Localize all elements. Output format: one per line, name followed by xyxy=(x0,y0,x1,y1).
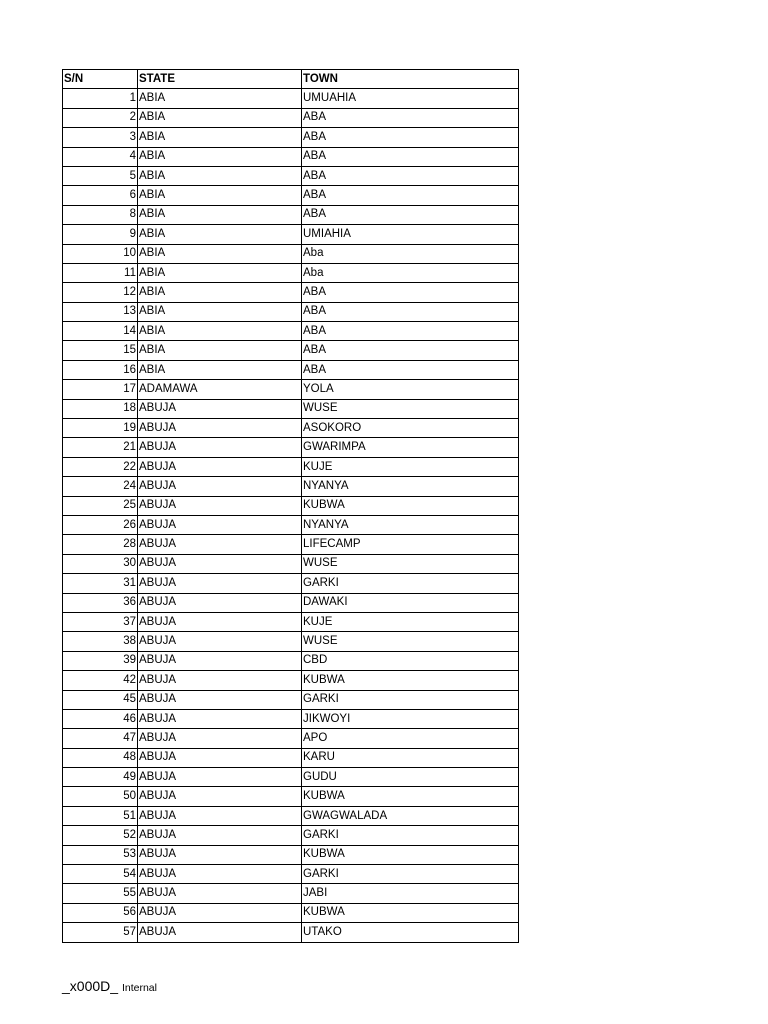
header-town: TOWN xyxy=(302,70,519,89)
cell-sn: 56 xyxy=(63,903,138,922)
table-row xyxy=(63,283,519,302)
cell-state: ABIA xyxy=(138,147,302,166)
cell-town: GARKI xyxy=(302,865,519,884)
cell-sn: 50 xyxy=(63,787,138,806)
table-row xyxy=(63,108,519,127)
cell-state: ABIA xyxy=(138,302,302,321)
cell-state: ABUJA xyxy=(138,826,302,845)
cell-state: ABUJA xyxy=(138,632,302,651)
cell-town: KUBWA xyxy=(302,903,519,922)
table-row xyxy=(63,322,519,341)
cell-sn: 31 xyxy=(63,574,138,593)
cell-sn: 53 xyxy=(63,845,138,864)
cell-sn: 46 xyxy=(63,709,138,728)
table-row xyxy=(63,651,519,670)
cell-state: ADAMAWA xyxy=(138,380,302,399)
cell-state: ABIA xyxy=(138,283,302,302)
cell-town: ABA xyxy=(302,147,519,166)
footer-code: _x000D_ xyxy=(62,978,119,994)
cell-town: KUBWA xyxy=(302,845,519,864)
cell-town: KARU xyxy=(302,748,519,767)
table-row xyxy=(63,748,519,767)
cell-sn: 13 xyxy=(63,302,138,321)
cell-sn: 3 xyxy=(63,128,138,147)
cell-town: NYANYA xyxy=(302,515,519,534)
cell-state: ABIA xyxy=(138,244,302,263)
cell-town: JABI xyxy=(302,884,519,903)
cell-sn: 19 xyxy=(63,419,138,438)
cell-sn: 25 xyxy=(63,496,138,515)
table-row xyxy=(63,709,519,728)
table-row xyxy=(63,845,519,864)
cell-town: ABA xyxy=(302,128,519,147)
cell-state: ABUJA xyxy=(138,612,302,631)
cell-state: ABUJA xyxy=(138,419,302,438)
cell-sn: 9 xyxy=(63,225,138,244)
table-row xyxy=(63,457,519,476)
page-footer xyxy=(62,978,157,994)
table-row xyxy=(63,128,519,147)
cell-state: ABUJA xyxy=(138,729,302,748)
table-row xyxy=(63,690,519,709)
cell-sn: 16 xyxy=(63,360,138,379)
cell-sn: 52 xyxy=(63,826,138,845)
table-row xyxy=(63,632,519,651)
cell-state: ABUJA xyxy=(138,748,302,767)
header-sn: S/N xyxy=(63,70,138,89)
cell-sn: 15 xyxy=(63,341,138,360)
table-row xyxy=(63,554,519,573)
cell-state: ABIA xyxy=(138,108,302,127)
cell-town: LIFECAMP xyxy=(302,535,519,554)
cell-sn: 42 xyxy=(63,671,138,690)
table-row xyxy=(63,535,519,554)
cell-state: ABUJA xyxy=(138,399,302,418)
table-row xyxy=(63,360,519,379)
cell-sn: 38 xyxy=(63,632,138,651)
cell-sn: 21 xyxy=(63,438,138,457)
cell-sn: 18 xyxy=(63,399,138,418)
cell-state: ABIA xyxy=(138,263,302,282)
locations-table xyxy=(62,69,519,943)
table-row xyxy=(63,263,519,282)
cell-town: KUJE xyxy=(302,457,519,476)
cell-sn: 5 xyxy=(63,166,138,185)
table-row xyxy=(63,884,519,903)
cell-state: ABUJA xyxy=(138,768,302,787)
cell-state: ABIA xyxy=(138,186,302,205)
cell-sn: 57 xyxy=(63,923,138,942)
cell-state: ABUJA xyxy=(138,457,302,476)
cell-town: GARKI xyxy=(302,690,519,709)
table-row xyxy=(63,380,519,399)
table-row xyxy=(63,166,519,185)
cell-town: GUDU xyxy=(302,768,519,787)
cell-sn: 47 xyxy=(63,729,138,748)
cell-sn: 51 xyxy=(63,806,138,825)
cell-state: ABUJA xyxy=(138,651,302,670)
table-row xyxy=(63,419,519,438)
cell-state: ABUJA xyxy=(138,709,302,728)
table-body xyxy=(63,89,519,942)
cell-state: ABUJA xyxy=(138,515,302,534)
cell-town: GARKI xyxy=(302,574,519,593)
table-row xyxy=(63,399,519,418)
cell-town: ABA xyxy=(302,186,519,205)
cell-sn: 49 xyxy=(63,768,138,787)
cell-state: ABUJA xyxy=(138,923,302,942)
cell-sn: 17 xyxy=(63,380,138,399)
table-row xyxy=(63,671,519,690)
table-row xyxy=(63,225,519,244)
cell-sn: 10 xyxy=(63,244,138,263)
cell-town: Aba xyxy=(302,263,519,282)
cell-town: GWARIMPA xyxy=(302,438,519,457)
cell-town: Aba xyxy=(302,244,519,263)
cell-state: ABIA xyxy=(138,89,302,108)
cell-state: ABUJA xyxy=(138,787,302,806)
cell-town: APO xyxy=(302,729,519,748)
table-row xyxy=(63,186,519,205)
cell-town: KUJE xyxy=(302,612,519,631)
cell-state: ABIA xyxy=(138,166,302,185)
cell-state: ABUJA xyxy=(138,671,302,690)
cell-town: WUSE xyxy=(302,399,519,418)
cell-town: NYANYA xyxy=(302,477,519,496)
cell-sn: 26 xyxy=(63,515,138,534)
cell-sn: 48 xyxy=(63,748,138,767)
table-row xyxy=(63,477,519,496)
table-row xyxy=(63,768,519,787)
table-row xyxy=(63,865,519,884)
cell-state: ABIA xyxy=(138,225,302,244)
cell-town: ABA xyxy=(302,205,519,224)
table-row xyxy=(63,515,519,534)
table-row xyxy=(63,574,519,593)
cell-town: WUSE xyxy=(302,632,519,651)
table-row xyxy=(63,341,519,360)
table-row xyxy=(63,787,519,806)
table-row xyxy=(63,205,519,224)
cell-state: ABUJA xyxy=(138,884,302,903)
cell-sn: 54 xyxy=(63,865,138,884)
cell-town: YOLA xyxy=(302,380,519,399)
cell-sn: 2 xyxy=(63,108,138,127)
cell-state: ABUJA xyxy=(138,438,302,457)
cell-sn: 55 xyxy=(63,884,138,903)
cell-sn: 8 xyxy=(63,205,138,224)
cell-town: ABA xyxy=(302,302,519,321)
cell-state: ABUJA xyxy=(138,535,302,554)
cell-state: ABIA xyxy=(138,341,302,360)
table-row xyxy=(63,438,519,457)
table-header-row xyxy=(63,70,519,89)
table-row xyxy=(63,806,519,825)
cell-sn: 1 xyxy=(63,89,138,108)
cell-state: ABUJA xyxy=(138,554,302,573)
table-row xyxy=(63,147,519,166)
cell-state: ABIA xyxy=(138,128,302,147)
cell-state: ABIA xyxy=(138,360,302,379)
cell-state: ABUJA xyxy=(138,845,302,864)
cell-town: DAWAKI xyxy=(302,593,519,612)
cell-town: ABA xyxy=(302,322,519,341)
cell-sn: 11 xyxy=(63,263,138,282)
cell-state: ABUJA xyxy=(138,496,302,515)
cell-sn: 14 xyxy=(63,322,138,341)
cell-town: ASOKORO xyxy=(302,419,519,438)
cell-town: KUBWA xyxy=(302,496,519,515)
cell-town: ABA xyxy=(302,108,519,127)
cell-town: KUBWA xyxy=(302,671,519,690)
cell-town: UMIAHIA xyxy=(302,225,519,244)
cell-sn: 37 xyxy=(63,612,138,631)
cell-sn: 22 xyxy=(63,457,138,476)
table-row xyxy=(63,244,519,263)
table-row xyxy=(63,903,519,922)
cell-state: ABIA xyxy=(138,322,302,341)
cell-town: ABA xyxy=(302,166,519,185)
cell-sn: 45 xyxy=(63,690,138,709)
cell-sn: 36 xyxy=(63,593,138,612)
cell-town: UMUAHIA xyxy=(302,89,519,108)
cell-sn: 12 xyxy=(63,283,138,302)
cell-state: ABIA xyxy=(138,205,302,224)
cell-town: WUSE xyxy=(302,554,519,573)
cell-state: ABUJA xyxy=(138,593,302,612)
cell-town: GWAGWALADA xyxy=(302,806,519,825)
cell-town: JIKWOYI xyxy=(302,709,519,728)
cell-state: ABUJA xyxy=(138,477,302,496)
cell-town: CBD xyxy=(302,651,519,670)
table-row xyxy=(63,302,519,321)
cell-town: UTAKO xyxy=(302,923,519,942)
table-row xyxy=(63,729,519,748)
cell-sn: 39 xyxy=(63,651,138,670)
table-row xyxy=(63,89,519,108)
cell-state: ABUJA xyxy=(138,865,302,884)
cell-town: ABA xyxy=(302,341,519,360)
cell-sn: 6 xyxy=(63,186,138,205)
cell-sn: 24 xyxy=(63,477,138,496)
cell-town: GARKI xyxy=(302,826,519,845)
cell-town: KUBWA xyxy=(302,787,519,806)
cell-state: ABUJA xyxy=(138,806,302,825)
cell-state: ABUJA xyxy=(138,690,302,709)
cell-sn: 28 xyxy=(63,535,138,554)
table-row xyxy=(63,593,519,612)
cell-town: ABA xyxy=(302,283,519,302)
table-row xyxy=(63,923,519,942)
cell-town: ABA xyxy=(302,360,519,379)
cell-state: ABUJA xyxy=(138,574,302,593)
cell-sn: 30 xyxy=(63,554,138,573)
table-row xyxy=(63,612,519,631)
cell-state: ABUJA xyxy=(138,903,302,922)
table-row xyxy=(63,496,519,515)
table-row xyxy=(63,826,519,845)
cell-sn: 4 xyxy=(63,147,138,166)
header-state: STATE xyxy=(138,70,302,89)
footer-label: Internal xyxy=(121,982,157,994)
